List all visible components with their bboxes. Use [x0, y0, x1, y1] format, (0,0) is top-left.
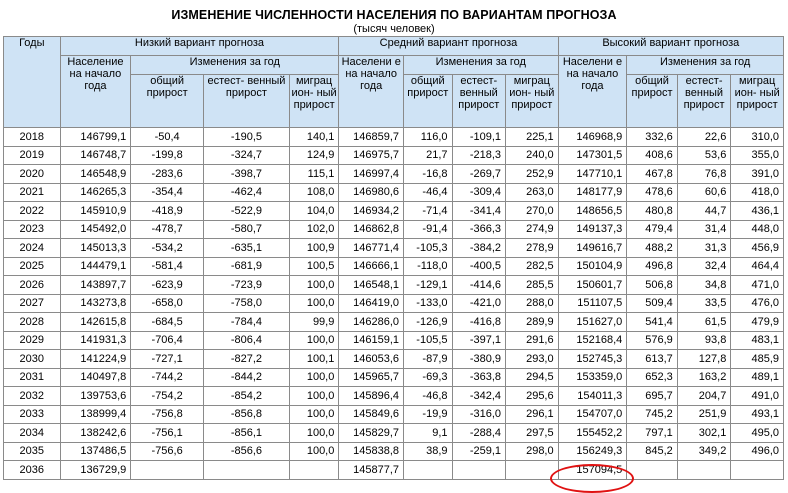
cell-migration-mid: 297,5: [506, 424, 559, 443]
cell-population-mid: 146548,1: [339, 276, 404, 295]
table-row: [4, 128, 784, 147]
cell-total-low: -727,1: [131, 350, 204, 369]
cell-population-mid: 146666,1: [339, 257, 404, 276]
cell-population-low: 137486,5: [60, 442, 131, 461]
cell-total-mid: -87,9: [404, 350, 452, 369]
table-row: [4, 183, 784, 202]
cell-year: 2018: [4, 128, 61, 147]
cell-total-low: -756,6: [131, 442, 204, 461]
cell-total-mid: 9,1: [404, 424, 452, 443]
cell-migration-mid: 240,0: [506, 146, 559, 165]
header-population-mid: Населени е на начало года: [339, 56, 404, 128]
header-total-mid: общий прирост: [404, 75, 452, 128]
cell-total-high: 408,6: [627, 146, 678, 165]
header-changes-low: Изменения за год: [131, 56, 339, 75]
cell-total-mid: -129,1: [404, 276, 452, 295]
cell-natural-high: 32,4: [677, 257, 731, 276]
cell-year: 2023: [4, 220, 61, 239]
cell-migration-low: 124,9: [289, 146, 339, 165]
cell-natural-mid: -316,0: [452, 405, 506, 424]
cell-total-high: 467,8: [627, 165, 678, 184]
cell-population-high: 155452,2: [558, 424, 627, 443]
cell-population-low: 136729,9: [60, 461, 131, 480]
cell-population-high: 153359,0: [558, 368, 627, 387]
cell-year: 2026: [4, 276, 61, 295]
cell-natural-low: -522,9: [204, 202, 290, 221]
cell-total-mid: -105,5: [404, 331, 452, 350]
table-row: [4, 368, 784, 387]
cell-migration-mid: 288,0: [506, 294, 559, 313]
cell-migration-mid: 291,6: [506, 331, 559, 350]
forecast-table: [3, 36, 784, 480]
cell-total-low: -354,4: [131, 183, 204, 202]
cell-total-mid: -91,4: [404, 220, 452, 239]
cell-migration-mid: 270,0: [506, 202, 559, 221]
cell-total-low: -283,6: [131, 165, 204, 184]
cell-migration-high: 489,1: [731, 368, 784, 387]
cell-total-low: -684,5: [131, 313, 204, 332]
cell-migration-high: 491,0: [731, 387, 784, 406]
cell-population-mid: 145965,7: [339, 368, 404, 387]
cell-total-high: 745,2: [627, 405, 678, 424]
table-row: [4, 294, 784, 313]
cell-natural-low: -856,8: [204, 405, 290, 424]
cell-migration-low: 115,1: [289, 165, 339, 184]
cell-natural-low: -190,5: [204, 128, 290, 147]
cell-population-mid: 146053,6: [339, 350, 404, 369]
cell-migration-high: 479,9: [731, 313, 784, 332]
cell-total-high: 480,8: [627, 202, 678, 221]
cell-total-low: -581,4: [131, 257, 204, 276]
cell-population-mid: 145838,8: [339, 442, 404, 461]
cell-migration-high: 355,0: [731, 146, 784, 165]
cell-total-low: -623,9: [131, 276, 204, 295]
cell-total-mid: -69,3: [404, 368, 452, 387]
cell-population-high: 146968,9: [558, 128, 627, 147]
cell-natural-low: -854,2: [204, 387, 290, 406]
cell-migration-mid: 225,1: [506, 128, 559, 147]
cell-total-low: -534,2: [131, 239, 204, 258]
cell-natural-low: -856,1: [204, 424, 290, 443]
cell-population-low: 139753,6: [60, 387, 131, 406]
cell-population-mid: 146997,4: [339, 165, 404, 184]
cell-migration-low: 100,9: [289, 239, 339, 258]
cell-population-high: 147710,1: [558, 165, 627, 184]
cell-migration-low: 100,1: [289, 350, 339, 369]
cell-population-high: 148656,5: [558, 202, 627, 221]
cell-migration-high: 471,0: [731, 276, 784, 295]
cell-population-mid: 146771,4: [339, 239, 404, 258]
table-row: [4, 165, 784, 184]
cell-natural-low: -681,9: [204, 257, 290, 276]
cell-migration-low: 140,1: [289, 128, 339, 147]
cell-population-high: 152168,4: [558, 331, 627, 350]
cell-migration-high: 310,0: [731, 128, 784, 147]
cell-total-high: 652,3: [627, 368, 678, 387]
header-total-low: общий прирост: [131, 75, 204, 128]
cell-year: 2031: [4, 368, 61, 387]
cell-natural-mid: -366,3: [452, 220, 506, 239]
cell-total-mid: -126,9: [404, 313, 452, 332]
cell-population-high: 154707,0: [558, 405, 627, 424]
cell-migration-mid: 296,1: [506, 405, 559, 424]
cell-total-mid: -19,9: [404, 405, 452, 424]
cell-natural-low: -806,4: [204, 331, 290, 350]
cell-year: 2028: [4, 313, 61, 332]
cell-population-mid: 146419,0: [339, 294, 404, 313]
cell-natural-high: 251,9: [677, 405, 731, 424]
cell-total-mid: [404, 461, 452, 480]
table-row: [4, 442, 784, 461]
cell-total-high: 541,4: [627, 313, 678, 332]
cell-migration-mid: 298,0: [506, 442, 559, 461]
cell-migration-low: 100,0: [289, 387, 339, 406]
cell-total-mid: -133,0: [404, 294, 452, 313]
table-body: [4, 128, 784, 480]
cell-migration-mid: 289,9: [506, 313, 559, 332]
cell-total-mid: 116,0: [404, 128, 452, 147]
cell-natural-high: 93,8: [677, 331, 731, 350]
cell-population-mid: 145877,7: [339, 461, 404, 480]
cell-total-mid: -118,0: [404, 257, 452, 276]
cell-natural-high: 302,1: [677, 424, 731, 443]
cell-population-low: 142615,8: [60, 313, 131, 332]
table-row: [4, 257, 784, 276]
cell-migration-high: 391,0: [731, 165, 784, 184]
cell-migration-low: 102,0: [289, 220, 339, 239]
cell-migration-high: 464,4: [731, 257, 784, 276]
cell-migration-high: 483,1: [731, 331, 784, 350]
cell-natural-high: 34,8: [677, 276, 731, 295]
cell-total-high: 509,4: [627, 294, 678, 313]
cell-year: 2024: [4, 239, 61, 258]
table-row: [4, 424, 784, 443]
cell-population-low: 143897,7: [60, 276, 131, 295]
header-years: Годы: [4, 37, 61, 128]
cell-population-mid: 146934,2: [339, 202, 404, 221]
cell-population-low: 138242,6: [60, 424, 131, 443]
header-migration-high: миграц ион- ный прирост: [731, 75, 784, 128]
cell-migration-low: 99,9: [289, 313, 339, 332]
table-row: [4, 350, 784, 369]
cell-migration-high: 496,0: [731, 442, 784, 461]
cell-migration-low: 100,5: [289, 257, 339, 276]
cell-migration-high: 493,1: [731, 405, 784, 424]
cell-natural-high: 33,5: [677, 294, 731, 313]
cell-natural-low: -856,6: [204, 442, 290, 461]
cell-natural-mid: -421,0: [452, 294, 506, 313]
cell-population-low: 146548,9: [60, 165, 131, 184]
cell-natural-high: 60,6: [677, 183, 731, 202]
cell-total-low: -706,4: [131, 331, 204, 350]
cell-natural-high: 61,5: [677, 313, 731, 332]
cell-migration-high: 418,0: [731, 183, 784, 202]
cell-migration-high: 495,0: [731, 424, 784, 443]
cell-total-low: -744,2: [131, 368, 204, 387]
cell-natural-mid: -363,8: [452, 368, 506, 387]
cell-total-low: -756,1: [131, 424, 204, 443]
cell-natural-mid: -259,1: [452, 442, 506, 461]
cell-migration-mid: 252,9: [506, 165, 559, 184]
cell-population-mid: 146980,6: [339, 183, 404, 202]
cell-natural-mid: -269,7: [452, 165, 506, 184]
cell-natural-high: 127,8: [677, 350, 731, 369]
cell-population-mid: 146159,1: [339, 331, 404, 350]
cell-population-mid: 146862,8: [339, 220, 404, 239]
cell-natural-high: 76,8: [677, 165, 731, 184]
cell-year: 2027: [4, 294, 61, 313]
table-row: [4, 146, 784, 165]
cell-migration-low: 100,0: [289, 424, 339, 443]
cell-population-high: 156249,3: [558, 442, 627, 461]
cell-natural-high: 31,3: [677, 239, 731, 258]
cell-migration-high: 476,0: [731, 294, 784, 313]
cell-total-high: 332,6: [627, 128, 678, 147]
cell-total-high: 488,2: [627, 239, 678, 258]
cell-population-mid: 146859,7: [339, 128, 404, 147]
cell-population-high: 150601,7: [558, 276, 627, 295]
cell-migration-mid: 263,0: [506, 183, 559, 202]
cell-natural-low: -462,4: [204, 183, 290, 202]
cell-migration-low: 100,0: [289, 405, 339, 424]
highlight-circle: [550, 464, 634, 493]
cell-total-low: -418,9: [131, 202, 204, 221]
cell-migration-high: 436,1: [731, 202, 784, 221]
cell-population-mid: 145849,6: [339, 405, 404, 424]
cell-natural-mid: -397,1: [452, 331, 506, 350]
cell-natural-high: 22,6: [677, 128, 731, 147]
header-high-variant: Высокий вариант прогноза: [558, 37, 783, 56]
table-row: [4, 276, 784, 295]
cell-natural-high: [677, 461, 731, 480]
cell-population-high: 149137,3: [558, 220, 627, 239]
cell-migration-low: 100,0: [289, 331, 339, 350]
cell-total-low: -658,0: [131, 294, 204, 313]
cell-migration-mid: 282,5: [506, 257, 559, 276]
cell-natural-mid: -380,9: [452, 350, 506, 369]
cell-migration-low: 108,0: [289, 183, 339, 202]
cell-total-mid: 21,7: [404, 146, 452, 165]
cell-migration-low: 100,0: [289, 276, 339, 295]
cell-natural-low: [204, 461, 290, 480]
header-changes-mid: Изменения за год: [404, 56, 559, 75]
cell-natural-high: 53,6: [677, 146, 731, 165]
cell-natural-low: -758,0: [204, 294, 290, 313]
cell-natural-mid: -414,6: [452, 276, 506, 295]
header-migration-mid: миграц ион- ный прирост: [506, 75, 559, 128]
header-changes-high: Изменения за год: [627, 56, 784, 75]
cell-population-mid: 145829,7: [339, 424, 404, 443]
cell-population-low: 140497,8: [60, 368, 131, 387]
cell-natural-mid: [452, 461, 506, 480]
cell-year: 2033: [4, 405, 61, 424]
cell-natural-mid: -218,3: [452, 146, 506, 165]
cell-year: 2022: [4, 202, 61, 221]
cell-year: 2030: [4, 350, 61, 369]
cell-year: 2019: [4, 146, 61, 165]
cell-total-mid: 38,9: [404, 442, 452, 461]
cell-migration-mid: 293,0: [506, 350, 559, 369]
cell-migration-low: 104,0: [289, 202, 339, 221]
cell-population-low: 146265,3: [60, 183, 131, 202]
cell-migration-high: 456,9: [731, 239, 784, 258]
table-row: [4, 313, 784, 332]
cell-population-mid: 145896,4: [339, 387, 404, 406]
cell-total-mid: -71,4: [404, 202, 452, 221]
cell-total-low: -50,4: [131, 128, 204, 147]
cell-total-low: -199,8: [131, 146, 204, 165]
header-natural-low: естест- венный прирост: [204, 75, 290, 128]
cell-year: 2032: [4, 387, 61, 406]
cell-natural-low: -844,2: [204, 368, 290, 387]
cell-total-high: 613,7: [627, 350, 678, 369]
table-row: [4, 331, 784, 350]
cell-migration-low: [289, 461, 339, 480]
cell-population-low: 145492,0: [60, 220, 131, 239]
header-low-variant: Низкий вариант прогноза: [60, 37, 339, 56]
header-natural-mid: естест- венный прирост: [452, 75, 506, 128]
cell-natural-mid: -341,4: [452, 202, 506, 221]
cell-natural-mid: -109,1: [452, 128, 506, 147]
cell-natural-mid: -384,2: [452, 239, 506, 258]
cell-population-low: 145910,9: [60, 202, 131, 221]
cell-natural-low: -324,7: [204, 146, 290, 165]
cell-population-low: 141931,3: [60, 331, 131, 350]
cell-natural-low: -398,7: [204, 165, 290, 184]
cell-natural-high: 44,7: [677, 202, 731, 221]
cell-migration-mid: 278,9: [506, 239, 559, 258]
cell-total-low: -756,8: [131, 405, 204, 424]
cell-migration-low: 100,0: [289, 368, 339, 387]
cell-year: 2021: [4, 183, 61, 202]
cell-total-high: 496,8: [627, 257, 678, 276]
cell-natural-low: -635,1: [204, 239, 290, 258]
cell-natural-low: -827,2: [204, 350, 290, 369]
cell-total-low: -478,7: [131, 220, 204, 239]
header-population-low: Население на начало года: [60, 56, 131, 128]
cell-total-low: -754,2: [131, 387, 204, 406]
cell-year: 2036: [4, 461, 61, 480]
cell-migration-high: [731, 461, 784, 480]
cell-population-low: 144479,1: [60, 257, 131, 276]
cell-population-mid: 146286,0: [339, 313, 404, 332]
cell-natural-high: 31,4: [677, 220, 731, 239]
cell-year: 2025: [4, 257, 61, 276]
table-row: [4, 220, 784, 239]
cell-migration-high: 485,9: [731, 350, 784, 369]
cell-total-high: 478,6: [627, 183, 678, 202]
table-row: [4, 461, 784, 480]
cell-natural-mid: -416,8: [452, 313, 506, 332]
header-migration-low: миграц ион- ный прирост: [289, 75, 339, 128]
cell-population-low: 146799,1: [60, 128, 131, 147]
cell-natural-low: -723,9: [204, 276, 290, 295]
page-title: ИЗМЕНЕНИЕ ЧИСЛЕННОСТИ НАСЕЛЕНИЯ ПО ВАРИАНТАМ ПРОГНОЗА: [171, 8, 617, 22]
header-total-high: общий прирост: [627, 75, 678, 128]
table-row: [4, 239, 784, 258]
page-subtitle: (тысяч человек): [353, 23, 435, 35]
cell-year: 2020: [4, 165, 61, 184]
cell-year: 2035: [4, 442, 61, 461]
cell-migration-mid: 274,9: [506, 220, 559, 239]
cell-migration-low: 100,0: [289, 294, 339, 313]
cell-population-high: 154011,3: [558, 387, 627, 406]
cell-total-mid: -46,4: [404, 183, 452, 202]
cell-total-mid: -105,3: [404, 239, 452, 258]
cell-population-high: 148177,9: [558, 183, 627, 202]
cell-year: 2029: [4, 331, 61, 350]
cell-population-mid: 146975,7: [339, 146, 404, 165]
cell-total-high: 797,1: [627, 424, 678, 443]
cell-natural-high: 204,7: [677, 387, 731, 406]
cell-natural-mid: -288,4: [452, 424, 506, 443]
cell-total-high: 576,9: [627, 331, 678, 350]
cell-natural-mid: -400,5: [452, 257, 506, 276]
cell-migration-mid: 295,6: [506, 387, 559, 406]
cell-population-high: 151107,5: [558, 294, 627, 313]
header-mid-variant: Средний вариант прогноза: [339, 37, 558, 56]
cell-population-high: 147301,5: [558, 146, 627, 165]
cell-natural-low: -784,4: [204, 313, 290, 332]
table-row: [4, 405, 784, 424]
cell-population-low: 141224,9: [60, 350, 131, 369]
cell-total-mid: -16,8: [404, 165, 452, 184]
cell-population-low: 145013,3: [60, 239, 131, 258]
cell-natural-mid: -342,4: [452, 387, 506, 406]
cell-population-high: 150104,9: [558, 257, 627, 276]
cell-migration-high: 448,0: [731, 220, 784, 239]
cell-population-low: 138999,4: [60, 405, 131, 424]
cell-natural-mid: -309,4: [452, 183, 506, 202]
cell-population-low: 143273,8: [60, 294, 131, 313]
cell-population-high: 157094,5: [558, 461, 627, 480]
cell-total-low: [131, 461, 204, 480]
table-row: [4, 387, 784, 406]
header-natural-high: естест- венный прирост: [677, 75, 731, 128]
cell-natural-high: 163,2: [677, 368, 731, 387]
cell-migration-mid: 285,5: [506, 276, 559, 295]
cell-natural-high: 349,2: [677, 442, 731, 461]
cell-population-low: 146748,7: [60, 146, 131, 165]
cell-total-mid: -46,8: [404, 387, 452, 406]
cell-natural-low: -580,7: [204, 220, 290, 239]
cell-year: 2034: [4, 424, 61, 443]
cell-total-high: 506,8: [627, 276, 678, 295]
cell-population-high: 152745,3: [558, 350, 627, 369]
table-row: [4, 202, 784, 221]
cell-total-high: [627, 461, 678, 480]
cell-population-high: 149616,7: [558, 239, 627, 258]
header-population-high: Населени е на начало года: [558, 56, 627, 128]
cell-migration-mid: 294,5: [506, 368, 559, 387]
cell-total-high: 695,7: [627, 387, 678, 406]
cell-migration-low: 100,0: [289, 442, 339, 461]
cell-total-high: 479,4: [627, 220, 678, 239]
cell-total-high: 845,2: [627, 442, 678, 461]
cell-population-high: 151627,0: [558, 313, 627, 332]
